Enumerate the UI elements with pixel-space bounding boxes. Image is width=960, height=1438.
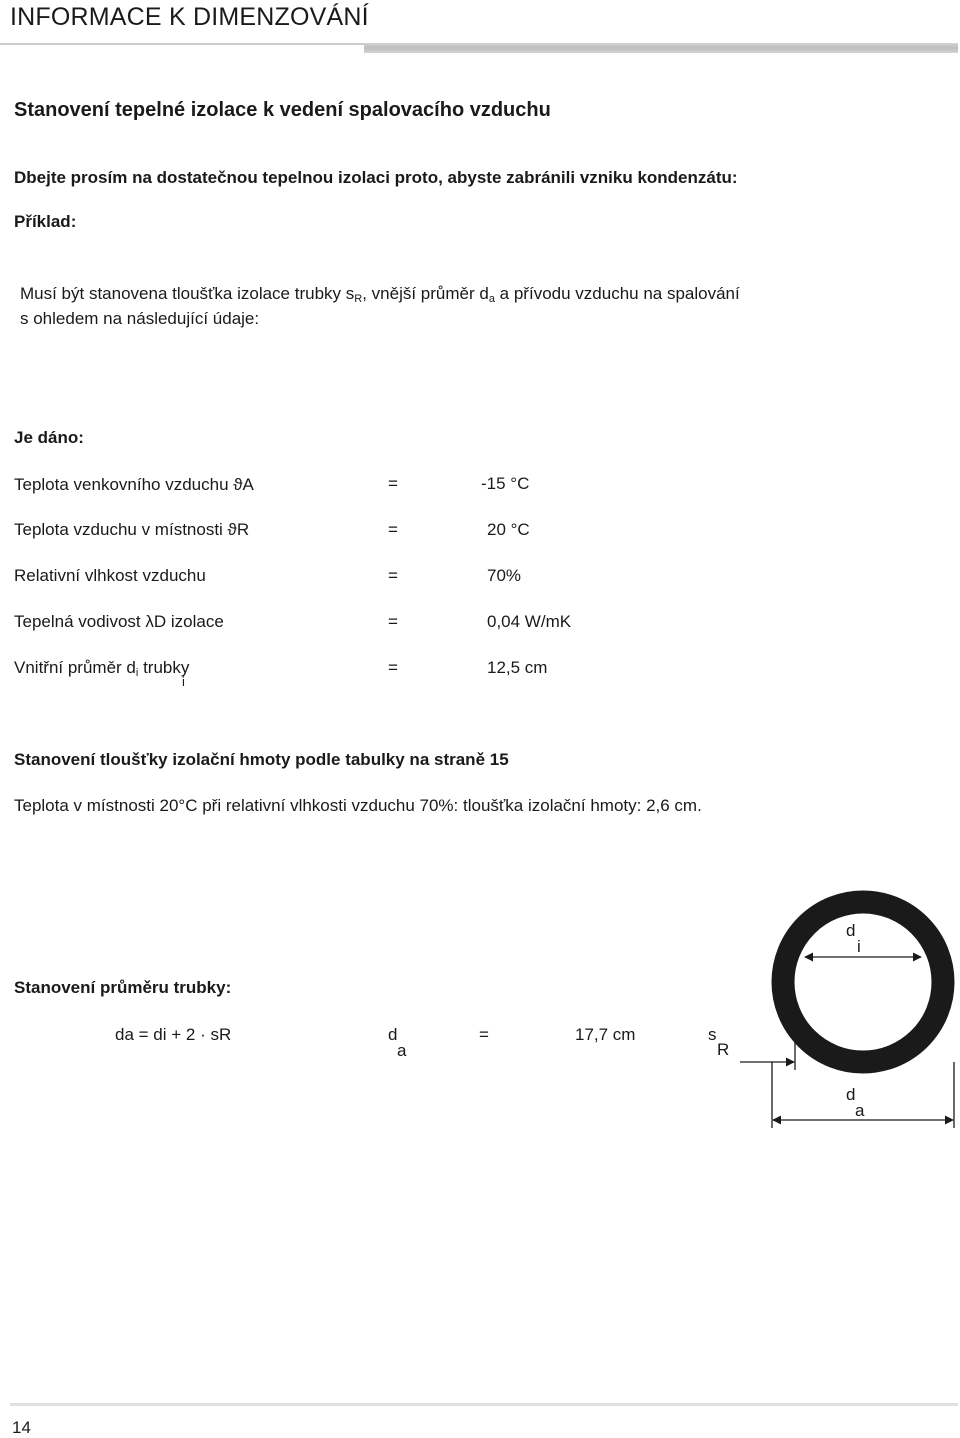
given-row-equals: =: [388, 612, 398, 631]
diameter-heading: Stanovení průměru trubky:: [14, 978, 232, 997]
result-symbol: d: [388, 1025, 398, 1044]
section-title: Stanovení tepelné izolace k vedení spalovacího vzduchu: [14, 99, 551, 121]
given-row-equals: =: [388, 520, 398, 539]
result-subscript: a: [397, 1041, 407, 1060]
di-label-sub: i: [857, 937, 861, 956]
given-row-equals: =: [388, 474, 398, 493]
given-row-label: Vnitřní průměr di trubky: [14, 658, 190, 679]
given-row-equals: =: [388, 658, 398, 677]
given-row-value: 70%: [487, 566, 522, 585]
pipe-ring: [783, 902, 943, 1062]
paragraph-line-1: Musí být stanovena tloušťka izolace trubky sR, vnější průměr da a přívodu vzduchu na spalování: [20, 284, 740, 305]
given-row-label: Tepelná vodivost λD izolace: [14, 612, 224, 631]
given-row-value: 20 °C: [487, 520, 530, 539]
result-equals: =: [479, 1025, 489, 1044]
page-number: 14: [12, 1418, 31, 1437]
page-title: INFORMACE K DIMENZOVÁNÍ: [10, 3, 369, 31]
sr-label-sub: R: [717, 1040, 730, 1059]
result-value: 17,7 cm: [575, 1025, 636, 1044]
given-row-value: 0,04 W/mK: [487, 612, 572, 631]
thickness-heading: Stanovení tloušťky izolační hmoty podle tabulky na straně 15: [14, 750, 509, 769]
given-row-label: Teplota venkovního vzduchu ϑA: [14, 475, 254, 494]
given-row-value: 12,5 cm: [487, 658, 548, 677]
given-label: Je dáno:: [14, 428, 84, 447]
given-row-label: Teplota vzduchu v místnosti ϑR: [14, 520, 250, 539]
given-row-equals: =: [388, 566, 398, 585]
paragraph-line-2: s ohledem na následující údaje:: [20, 309, 260, 328]
given-row-value: -15 °C: [481, 474, 530, 493]
intro-text: Dbejte prosím na dostatečnou tepelnou izolaci proto, abyste zabránili vzniku kondenzátu:: [14, 168, 738, 187]
stray-subscript: i: [182, 674, 185, 689]
sr-label: s: [708, 1025, 717, 1044]
da-label-sub: a: [855, 1101, 865, 1120]
footer-rule: [10, 1403, 958, 1406]
di-label: d: [846, 921, 856, 940]
example-label: Příklad:: [14, 212, 77, 231]
thickness-text: Teplota v místnosti 20°C při relativní vlhkosti vzduchu 70%: tloušťka izolační hmoty: 2,6 cm.: [14, 796, 702, 815]
diameter-formula: da = di + 2 · sR: [115, 1025, 232, 1044]
da-label: d: [846, 1085, 856, 1104]
given-row-label: Relativní vlhkost vzduchu: [14, 566, 206, 585]
